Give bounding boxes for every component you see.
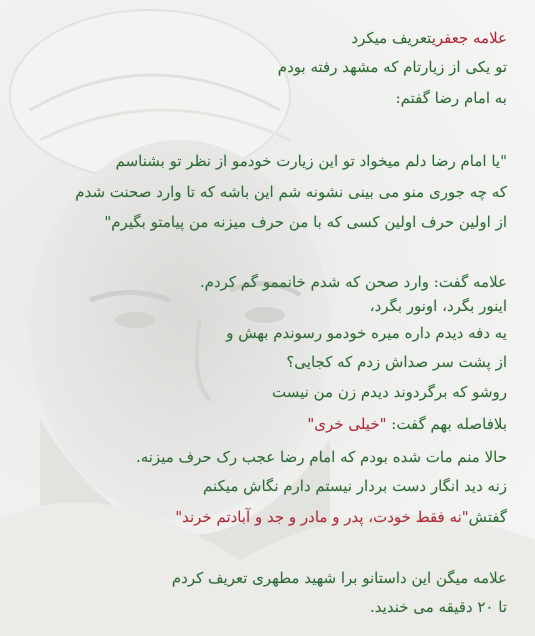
line-text: علامه گفت: وارد صحن که شدم خانممو گم کردم. (199, 273, 507, 291)
text-line-7 (200, 272, 507, 292)
text-line-9 (226, 323, 507, 343)
line-text: حالا منم مات شده بودم که امام رضا عجب رک حرف میزنه. (135, 448, 507, 466)
text-line-1 (351, 28, 507, 48)
text-line-3 (396, 88, 507, 108)
line-text: تا ۲۰ دقیقه می خندید. (370, 598, 507, 616)
line-text: به امام رضا گفتم: (395, 89, 507, 107)
line-text: گفتش (468, 508, 507, 526)
highlight-quote: "نه فقط خودت، پدر و مادر و جد و آبادتم خرند" (175, 508, 469, 526)
text-line-10 (286, 352, 507, 372)
highlight-quote: "خیلی خری" (307, 415, 387, 433)
text-line-13 (136, 447, 507, 467)
line-text: از اولین حرف اولین کسی که با من حرف میزنه من پیامتو بگیرم" (104, 213, 507, 231)
line-text: روشو که برگردوند دیدم زن من نیست (272, 383, 507, 401)
line-text: "یا امام رضا دلم میخواد تو این زیارت خودمو از نظر تو بشناسم (115, 152, 507, 170)
text-line-17 (370, 597, 507, 617)
text-line-16 (172, 568, 507, 588)
line-text: تو یکی از زیارتام که مشهد رفته بودم (277, 58, 507, 76)
line-text: بلافاصله بهم گفت: (386, 415, 507, 433)
text-line-15 (175, 507, 507, 527)
text-line-14 (203, 476, 507, 496)
text-line-11 (272, 382, 507, 402)
line-text: از پشت سر صداش زدم که کجایی؟ (286, 353, 507, 371)
line-text: یه دفه دیدم داره میره خودمو رسوندم بهش و (226, 324, 507, 342)
line-text: که چه جوری منو می بینی نشونه شم این باشه که تا وارد صحنت شدم (75, 183, 507, 201)
line-text: اینور بگرد، اونور بگرد، (369, 297, 507, 315)
text-line-6 (104, 212, 507, 232)
text-line-8 (370, 296, 507, 316)
text-line-2 (278, 57, 507, 77)
line-text: تعریف میکرد (351, 29, 432, 47)
text-line-4 (116, 151, 507, 171)
text-line-12 (307, 414, 507, 434)
highlight-name: علامه جعفری (431, 29, 507, 47)
line-text: علامه میگن این داستانو برا شهید مطهری تعریف کردم (171, 569, 507, 587)
line-text: زنه دید انگار دست بردار نیستم دارم نگاش میکنم (203, 477, 507, 495)
text-line-5 (75, 182, 507, 202)
